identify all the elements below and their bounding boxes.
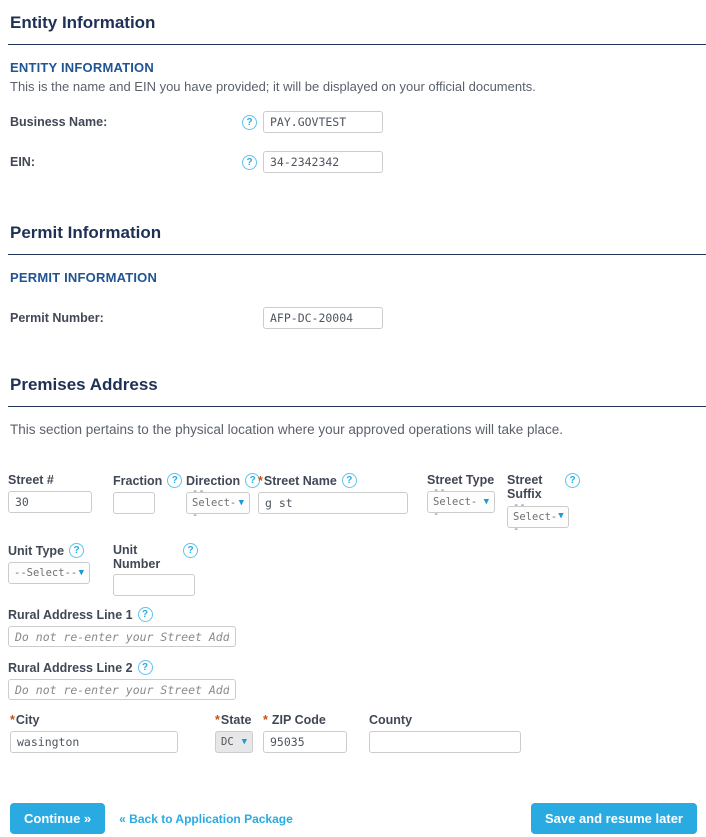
county-group (369, 713, 521, 753)
chevron-down-icon: ▼ (483, 496, 489, 507)
zip-input[interactable] (263, 731, 347, 753)
street-type-select[interactable] (427, 484, 495, 520)
rural-address-line1-group (8, 607, 236, 647)
back-to-application-package-link[interactable]: « Back to Application Package (119, 811, 293, 826)
street-type-select-value: --Select-- (433, 484, 478, 520)
chevron-down-icon: ▼ (241, 736, 247, 747)
permit-number-input[interactable] (263, 307, 383, 329)
permit-number-label: Permit Number: (10, 311, 104, 325)
street-number-input[interactable] (8, 491, 92, 513)
permit-number-row (0, 306, 706, 330)
required-asterisk: * (258, 473, 263, 488)
fraction-group (113, 473, 182, 514)
section-divider (8, 254, 706, 255)
direction-group (186, 473, 260, 521)
street-suffix-group (507, 473, 597, 535)
unit-number-group (113, 543, 213, 596)
entity-section-title: Entity Information (10, 13, 156, 32)
street-name-input[interactable] (258, 492, 408, 514)
ein-row (0, 150, 706, 174)
help-icon[interactable]: ? (183, 543, 198, 558)
direction-select-value: --Select-- (192, 485, 237, 521)
help-icon[interactable]: ? (69, 543, 84, 558)
ein-input[interactable] (263, 151, 383, 173)
unit-number-input[interactable] (113, 574, 195, 596)
entity-subheading: ENTITY INFORMATION (10, 60, 154, 75)
help-icon[interactable]: ? (138, 607, 153, 622)
rural-address-line1-input[interactable] (8, 626, 236, 647)
required-asterisk: * (10, 713, 15, 727)
unit-type-select[interactable] (8, 562, 90, 584)
street-suffix-select-value: --Select-- (513, 498, 558, 535)
required-asterisk: * (263, 713, 268, 727)
county-label: County (369, 713, 413, 727)
rural-address-line2-group (8, 660, 236, 700)
premises-address-form (0, 473, 706, 757)
city-group (10, 713, 178, 753)
unit-type-select-value: --Select-- (14, 567, 78, 579)
chevron-down-icon: ▼ (558, 511, 564, 522)
street-name-label: Street Name (263, 473, 337, 488)
chevron-down-icon: ▼ (78, 567, 84, 578)
help-icon[interactable]: ? (245, 473, 260, 488)
city-input[interactable] (10, 731, 178, 753)
section-divider (8, 406, 706, 407)
street-type-group (427, 473, 495, 520)
unit-type-group (8, 543, 90, 584)
help-icon[interactable]: ? (167, 473, 182, 488)
rural-address-line2-label: Rural Address Line 2 (8, 660, 133, 675)
continue-button[interactable]: Continue » (10, 803, 105, 834)
street-type-label: Street Type (427, 473, 495, 487)
direction-label: Direction (186, 473, 241, 488)
zip-group (263, 713, 347, 753)
ein-label: EIN: (10, 155, 35, 169)
fraction-input[interactable] (113, 492, 155, 514)
county-input[interactable] (369, 731, 521, 753)
permit-subheading: PERMIT INFORMATION (10, 270, 158, 285)
direction-select[interactable] (186, 485, 250, 521)
help-icon[interactable]: ? (565, 473, 580, 488)
chevron-down-icon: ▼ (238, 497, 244, 508)
section-divider (8, 44, 706, 45)
business-name-input[interactable] (263, 111, 383, 133)
business-name-label: Business Name: (10, 115, 108, 129)
fraction-label: Fraction (113, 473, 163, 488)
form-footer (0, 803, 706, 834)
rural-address-line2-input[interactable] (8, 679, 236, 700)
state-select-value: DC (221, 736, 234, 748)
street-suffix-label: Street Suffix (507, 473, 543, 502)
help-icon[interactable]: ? (242, 155, 257, 170)
premises-description: This section pertains to the physical location where your approved operations will take place. (10, 422, 564, 437)
state-select[interactable] (215, 731, 253, 753)
permit-section-title: Permit Information (10, 223, 162, 242)
street-name-group (258, 473, 408, 514)
business-name-row (0, 110, 706, 134)
premises-section-title: Premises Address (10, 375, 158, 394)
zip-label: ZIP Code (271, 713, 326, 727)
street-number-group (8, 473, 92, 513)
street-suffix-select[interactable] (507, 498, 569, 535)
help-icon[interactable]: ? (138, 660, 153, 675)
state-label: State (220, 713, 252, 727)
help-icon[interactable]: ? (242, 115, 257, 130)
unit-type-label: Unit Type (8, 543, 65, 558)
state-group (215, 713, 253, 753)
city-label: City (15, 713, 40, 727)
entity-description: This is the name and EIN you have provided; it will be displayed on your official documents. (10, 79, 536, 94)
required-asterisk: * (215, 713, 220, 727)
save-and-resume-button[interactable]: Save and resume later (531, 803, 697, 834)
unit-number-label: Unit Number (113, 543, 161, 572)
rural-address-line1-label: Rural Address Line 1 (8, 607, 133, 622)
street-number-label: Street # (8, 473, 54, 487)
help-icon[interactable]: ? (342, 473, 357, 488)
